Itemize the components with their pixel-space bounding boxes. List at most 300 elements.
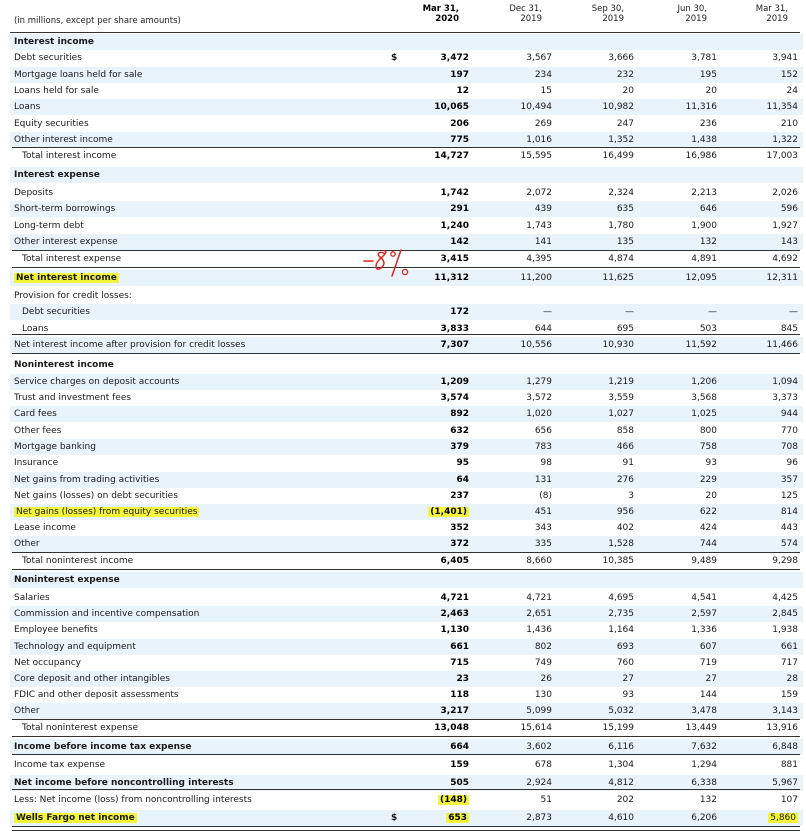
table-row [10, 504, 803, 520]
row-label [14, 374, 179, 390]
row-label [14, 792, 252, 808]
cell-value [482, 406, 552, 422]
row-label-text: Card fees [14, 409, 57, 419]
cell-value-text: 3,781 [691, 53, 717, 63]
row-label [14, 655, 81, 671]
cell-value [647, 67, 717, 83]
cell-value-text: 4,610 [608, 813, 634, 823]
cell-value-text: 1,130 [440, 625, 469, 635]
cell-value [647, 472, 717, 488]
cell-value-text: 3,572 [526, 393, 552, 403]
cell-value [728, 234, 798, 250]
cell-value-text: 646 [699, 204, 717, 214]
cell-value-text: 6,405 [440, 556, 469, 566]
cell-value-text: 1,900 [691, 221, 717, 231]
cell-value-text: — [789, 307, 798, 317]
row-label-text: Service charges on deposit accounts [14, 377, 180, 387]
after-provision-bottom-rule [12, 353, 800, 354]
table-row [10, 792, 803, 808]
row-label [14, 116, 89, 132]
row-label [14, 536, 40, 552]
cell-value-text: 1,352 [608, 135, 634, 145]
cell-value [728, 639, 798, 655]
cell-value-text: 9,298 [772, 556, 798, 566]
cell-value-text: 1,094 [772, 377, 798, 387]
row-label-text: Net gains (losses) on debt securities [14, 491, 178, 501]
row-label [14, 423, 61, 439]
cell-value-text: 1,027 [608, 409, 634, 419]
cell-value [728, 739, 798, 755]
cell-value [647, 406, 717, 422]
cell-value [399, 687, 469, 703]
cell-value-text: 2,924 [526, 778, 552, 788]
cell-value-text: 760 [616, 658, 634, 668]
cell-value [728, 337, 798, 353]
cell-value [564, 488, 634, 504]
cell-value-text: 4,425 [772, 593, 798, 603]
cell-value [728, 406, 798, 422]
cell-value-text: 3,666 [608, 53, 634, 63]
cell-value-text: 1,528 [608, 539, 634, 549]
cell-value-text: 107 [780, 795, 798, 805]
cell-value [564, 655, 634, 671]
row-label [14, 488, 178, 504]
cell-value [399, 185, 469, 201]
row-label [22, 553, 133, 569]
table-row [10, 655, 803, 671]
cell-value [647, 536, 717, 552]
cell-value-text: 2,324 [608, 188, 634, 198]
cell-value [564, 83, 634, 99]
cell-value-text: 13,048 [434, 723, 469, 733]
cell-value [399, 406, 469, 422]
cell-value-text: 3,833 [440, 324, 469, 334]
noncontrolling-rule [12, 789, 800, 790]
row-label-text: Other interest income [14, 135, 113, 145]
cell-value-text: 466 [616, 442, 634, 452]
cell-value [564, 472, 634, 488]
cell-value [728, 201, 798, 217]
cell-value [399, 671, 469, 687]
column-header-line2: 2019 [766, 14, 788, 24]
cell-value-text: 744 [699, 539, 717, 549]
noninterest-total-rule [12, 569, 800, 570]
table-row [10, 304, 803, 320]
cell-value-text: 23 [456, 674, 469, 684]
table-row [10, 406, 803, 422]
cell-value-text: 4,541 [691, 593, 717, 603]
cell-value-text: 881 [780, 760, 798, 770]
table-row [10, 622, 803, 638]
cell-value [399, 590, 469, 606]
cell-value [482, 792, 552, 808]
cell-value [647, 83, 717, 99]
table-row [10, 50, 803, 66]
table-row [10, 423, 803, 439]
cell-value-text: 1,336 [691, 625, 717, 635]
cell-value-text: 96 [786, 458, 798, 468]
cell-value-text: — [708, 307, 717, 317]
table-row [10, 67, 803, 83]
cell-value-text: 749 [534, 658, 552, 668]
row-label-text: Net gains (losses) from equity securities [16, 507, 198, 517]
cell-value-text: 2,026 [772, 188, 798, 198]
cell-value-text: 6,206 [691, 813, 717, 823]
cell-value-text: 51 [540, 795, 552, 805]
cell-value-text: 3,559 [608, 393, 634, 403]
cell-value-text: 131 [534, 475, 552, 485]
cell-value [647, 148, 717, 164]
cell-value-text: 11,200 [520, 273, 552, 283]
cell-value [399, 50, 469, 66]
cell-value [482, 374, 552, 390]
row-label [14, 50, 82, 66]
cell-value-text: 152 [780, 70, 798, 80]
row-label [14, 671, 170, 687]
cell-value-text: 693 [616, 642, 634, 652]
cell-value-text: 644 [534, 324, 552, 334]
cell-value [399, 423, 469, 439]
cell-value-text: 118 [450, 690, 469, 700]
cell-value [728, 757, 798, 773]
cell-value [482, 270, 552, 286]
cell-value-text: 269 [534, 119, 552, 129]
table-row [10, 455, 803, 471]
cell-value-text: (8) [539, 491, 552, 501]
cell-value-text: 664 [450, 742, 469, 752]
cell-value [564, 536, 634, 552]
cell-value-text: 424 [699, 523, 717, 533]
cell-value [399, 83, 469, 99]
cell-value [564, 810, 634, 826]
cell-value [647, 757, 717, 773]
cell-value-text: 1,438 [691, 135, 717, 145]
subtotal-rule [12, 719, 800, 720]
cell-value [482, 520, 552, 536]
cell-value [728, 148, 798, 164]
row-label-text: FDIC and other deposit assessments [14, 690, 179, 700]
cell-value [399, 639, 469, 655]
table-row [10, 374, 803, 390]
cell-value [399, 655, 469, 671]
row-label [14, 504, 199, 520]
cell-value [399, 606, 469, 622]
cell-value [728, 185, 798, 201]
cell-value-text: 276 [616, 475, 634, 485]
cell-value-text: 206 [450, 119, 469, 129]
cell-value-text: 15,614 [520, 723, 552, 733]
cell-value [728, 590, 798, 606]
cell-value-text: 10,494 [520, 102, 552, 112]
cell-value [482, 116, 552, 132]
cell-value-text: 27 [705, 674, 717, 684]
cell-value [647, 374, 717, 390]
cell-value-text: 439 [534, 204, 552, 214]
row-label [14, 288, 132, 304]
cell-value-text: 8,660 [526, 556, 552, 566]
cell-value-text: 3,602 [526, 742, 552, 752]
cell-value [399, 67, 469, 83]
cell-value-text: 24 [786, 86, 798, 96]
row-label [22, 720, 138, 736]
cell-value [728, 218, 798, 234]
cell-value-text: 443 [780, 523, 798, 533]
cell-value [647, 703, 717, 719]
cell-value [399, 439, 469, 455]
table-row [10, 116, 803, 132]
row-label-text: Other [14, 706, 40, 716]
cell-value [647, 720, 717, 736]
cell-value [728, 606, 798, 622]
row-label-text: Net interest income after provision for credit losses [14, 340, 246, 350]
table-row [10, 671, 803, 687]
cell-value-text: 5,860 [770, 813, 796, 823]
cell-value [647, 622, 717, 638]
row-label [14, 687, 179, 703]
row-label-text: Total noninterest expense [22, 723, 139, 733]
table-row [10, 639, 803, 655]
cell-value-text: 719 [699, 658, 717, 668]
cell-value [728, 132, 798, 148]
cell-value-text: 3,567 [526, 53, 552, 63]
cell-value-text: 3,941 [772, 53, 798, 63]
cell-value [564, 67, 634, 83]
cell-value [482, 50, 552, 66]
cell-value [482, 488, 552, 504]
row-label [14, 201, 115, 217]
table-row [10, 439, 803, 455]
cell-value [647, 390, 717, 406]
cell-value [399, 504, 469, 520]
cell-value [728, 810, 798, 826]
cell-value [564, 234, 634, 250]
cell-value-text: 247 [616, 119, 634, 129]
cell-value [728, 116, 798, 132]
cell-value-text: 783 [534, 442, 552, 452]
cell-value [399, 520, 469, 536]
cell-value [647, 504, 717, 520]
cell-value-text: 2,845 [772, 609, 798, 619]
cell-value-text: 1,322 [772, 135, 798, 145]
row-label [14, 739, 191, 755]
cell-value [728, 703, 798, 719]
cell-value [728, 455, 798, 471]
cell-value [564, 218, 634, 234]
cell-value-text: 4,874 [608, 254, 634, 264]
row-label-text: Loans [14, 102, 41, 112]
column-header-line1: Dec 31, [509, 4, 542, 14]
table-row [10, 536, 803, 552]
row-label-text: Other interest expense [14, 237, 118, 247]
cell-value [647, 687, 717, 703]
row-label [14, 622, 98, 638]
row-label [14, 83, 99, 99]
cell-value-text: 15 [540, 86, 552, 96]
row-label-text: Lease income [14, 523, 76, 533]
row-label [14, 357, 114, 373]
cell-value [647, 488, 717, 504]
row-label-text: Wells Fargo net income [16, 813, 135, 823]
cell-value [482, 720, 552, 736]
currency-symbol: $ [391, 53, 398, 63]
row-label-text: Salaries [14, 593, 50, 603]
row-label [14, 572, 120, 588]
row-label-text: Equity securities [14, 119, 89, 129]
row-label-text: Loans [22, 324, 49, 334]
cell-value-text: 715 [450, 658, 469, 668]
cell-value-text: 635 [616, 204, 634, 214]
cell-value-text: 1,780 [608, 221, 634, 231]
cell-value-text: 9,489 [691, 556, 717, 566]
row-label [14, 185, 53, 201]
cell-value-text: 944 [780, 409, 798, 419]
row-label [14, 67, 142, 83]
cell-value [482, 455, 552, 471]
cell-value [399, 703, 469, 719]
row-label-text: Insurance [14, 458, 59, 468]
cell-value-text: 10,065 [434, 102, 469, 112]
cell-value-text: 372 [450, 539, 469, 549]
cell-value [564, 185, 634, 201]
cell-value-text: 20 [705, 86, 717, 96]
cell-value-text: 1,436 [526, 625, 552, 635]
cell-value [647, 218, 717, 234]
cell-value-text: 4,891 [691, 254, 717, 264]
income-statement-table [10, 0, 803, 823]
row-label [14, 132, 113, 148]
cell-value [399, 757, 469, 773]
cell-value-text: 2,651 [526, 609, 552, 619]
cell-value-text: 237 [450, 491, 469, 501]
cell-value-text: 695 [616, 324, 634, 334]
row-label [14, 270, 119, 286]
row-label-text: Mortgage loans held for sale [14, 70, 143, 80]
cell-value [399, 201, 469, 217]
cell-value [482, 703, 552, 719]
cell-value [482, 304, 552, 320]
table-row [10, 590, 803, 606]
table-row [10, 218, 803, 234]
cell-value-text: 505 [450, 778, 469, 788]
cell-value-text: 26 [540, 674, 552, 684]
grand-total-double-rule [12, 826, 800, 831]
table-row [10, 148, 803, 164]
cell-value [482, 337, 552, 353]
cell-value [482, 423, 552, 439]
subtotal-rule [12, 552, 800, 553]
cell-value [399, 622, 469, 638]
row-label-text: Total noninterest income [22, 556, 134, 566]
cell-value-text: 20 [622, 86, 634, 96]
header-rule [10, 32, 800, 33]
cell-value [482, 536, 552, 552]
cell-value [647, 590, 717, 606]
row-label [14, 439, 96, 455]
table-row [10, 357, 803, 373]
cell-value-text: 1,025 [691, 409, 717, 419]
cell-value-text: 1,743 [526, 221, 552, 231]
row-label-text: Long-term debt [14, 221, 84, 231]
row-label-text: Income before income tax expense [14, 742, 192, 752]
cell-value [647, 455, 717, 471]
cell-value [482, 185, 552, 201]
row-label [22, 251, 121, 267]
column-header-line1: Jun 30, [677, 4, 707, 14]
cell-value-text: 28 [786, 674, 798, 684]
cell-value [564, 720, 634, 736]
cell-value [482, 757, 552, 773]
cell-value [564, 439, 634, 455]
cell-value [564, 606, 634, 622]
cell-value [647, 423, 717, 439]
cell-value [564, 99, 634, 115]
cell-value-text: 4,812 [608, 778, 634, 788]
cell-value [564, 201, 634, 217]
cell-value-text: 2,735 [608, 609, 634, 619]
row-label-text: Employee benefits [14, 625, 98, 635]
row-label [14, 218, 84, 234]
subtotal-rule [12, 147, 800, 148]
cell-value-text: 2,873 [526, 813, 552, 823]
column-header-line1: Mar 31, [755, 4, 788, 14]
cell-value [647, 116, 717, 132]
row-label-text: Debt securities [14, 53, 82, 63]
cell-value-text: 3,568 [691, 393, 717, 403]
cell-value-text: 3,373 [772, 393, 798, 403]
cell-value-text: 14,727 [434, 151, 469, 161]
cell-value-text: — [543, 307, 552, 317]
cell-value [399, 720, 469, 736]
cell-value-text: 11,316 [685, 102, 717, 112]
cell-value-text: 11,625 [602, 273, 634, 283]
cell-value [647, 251, 717, 267]
cell-value [564, 504, 634, 520]
column-header-line2: 2020 [435, 14, 459, 24]
table-row [10, 167, 803, 183]
cell-value [647, 655, 717, 671]
cell-value-text: 27 [622, 674, 634, 684]
cell-value [482, 622, 552, 638]
cell-value-text: 6,116 [608, 742, 634, 752]
cell-value-text: 6,848 [772, 742, 798, 752]
cell-value [647, 439, 717, 455]
cell-value [728, 553, 798, 569]
column-header-1 [472, 4, 542, 24]
cell-value [728, 536, 798, 552]
row-label-text: Loans held for sale [14, 86, 99, 96]
cell-value [564, 739, 634, 755]
cell-value-text: 656 [534, 426, 552, 436]
table-row [10, 572, 803, 588]
table-row [10, 185, 803, 201]
after-provision-rule [12, 334, 800, 335]
cell-value [564, 116, 634, 132]
cell-value-text: 11,592 [685, 340, 717, 350]
cell-value-text: 708 [780, 442, 798, 452]
row-label [14, 99, 40, 115]
currency-symbol: $ [391, 813, 398, 823]
row-label-text: Debt securities [22, 307, 90, 317]
cell-value-text: 10,385 [602, 556, 634, 566]
cell-value-text: 20 [705, 491, 717, 501]
cell-value [482, 99, 552, 115]
row-label [14, 34, 94, 50]
cell-value-text: 1,164 [608, 625, 634, 635]
row-label-text: Technology and equipment [14, 642, 136, 652]
table-row [10, 201, 803, 217]
row-label-text: Commission and incentive compensation [14, 609, 200, 619]
table-row [10, 488, 803, 504]
